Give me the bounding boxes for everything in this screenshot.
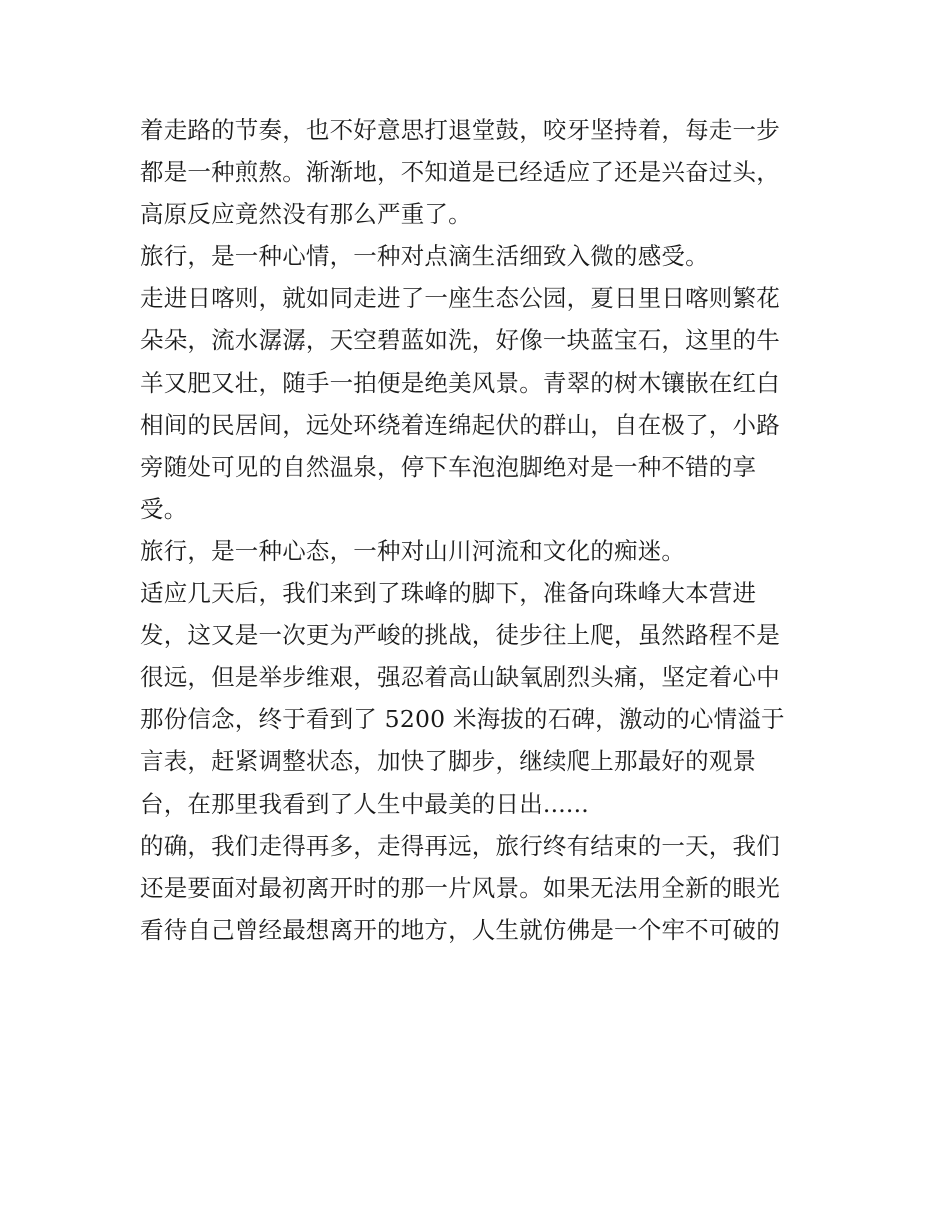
document-body [140, 109, 820, 951]
text-line: 言表，赶紧调整状态，加快了脚步，继续爬上那最好的观景 [140, 747, 757, 776]
text-line: 很远，但是举步维艰，强忍着高山缺氧剧烈头痛，坚定着心中 [140, 663, 780, 692]
text-line: 台，在那里我看到了人生中最美的日出...... [140, 789, 589, 818]
text-line: 着走路的节奏，也不好意思打退堂鼓，咬牙坚持着，每走一步 [140, 116, 780, 144]
text-line: 那份信念，终于看到了 5200 米海拔的石碑，激动的心情溢于 [140, 705, 785, 734]
text-line: 都是一种煎熬。渐渐地，不知道是已经适应了还是兴奋过头， [140, 158, 780, 187]
text-line: 发，这又是一次更为严峻的挑战，徒步往上爬，虽然路程不是 [140, 621, 780, 650]
text-line: 朵朵，流水潺潺，天空碧蓝如洗，好像一块蓝宝石，这里的牛 [140, 326, 780, 355]
text-line: 旅行，是一种心情，一种对点滴生活细致入微的感受。 [140, 242, 709, 271]
text-line: 相间的民居间，远处环绕着连绵起伏的群山，自在极了，小路 [140, 410, 780, 439]
text-line: 还是要面对最初离开时的那一片风景。如果无法用全新的眼光 [140, 873, 780, 902]
text-line: 羊又肥又壮，随手一拍便是绝美风景。青翠的树木镶嵌在红白 [140, 368, 780, 397]
text-line: 走进日喀则，就如同走进了一座生态公园，夏日里日喀则繁花 [140, 284, 780, 313]
text-line: 适应几天后，我们来到了珠峰的脚下，准备向珠峰大本营进 [140, 579, 757, 608]
text-line: 的确，我们走得再多，走得再远，旅行终有结束的一天，我们 [140, 831, 780, 860]
text-line: 旁随处可见的自然温泉，停下车泡泡脚绝对是一种不错的享 [140, 452, 757, 481]
text-line: 旅行，是一种心态，一种对山川河流和文化的痴迷。 [140, 536, 686, 565]
text-line: 看待自己曾经最想离开的地方，人生就仿佛是一个牢不可破的 [140, 915, 780, 944]
text-line: 高原反应竟然没有那么严重了。 [140, 200, 472, 229]
text-line: 受。 [140, 494, 188, 523]
